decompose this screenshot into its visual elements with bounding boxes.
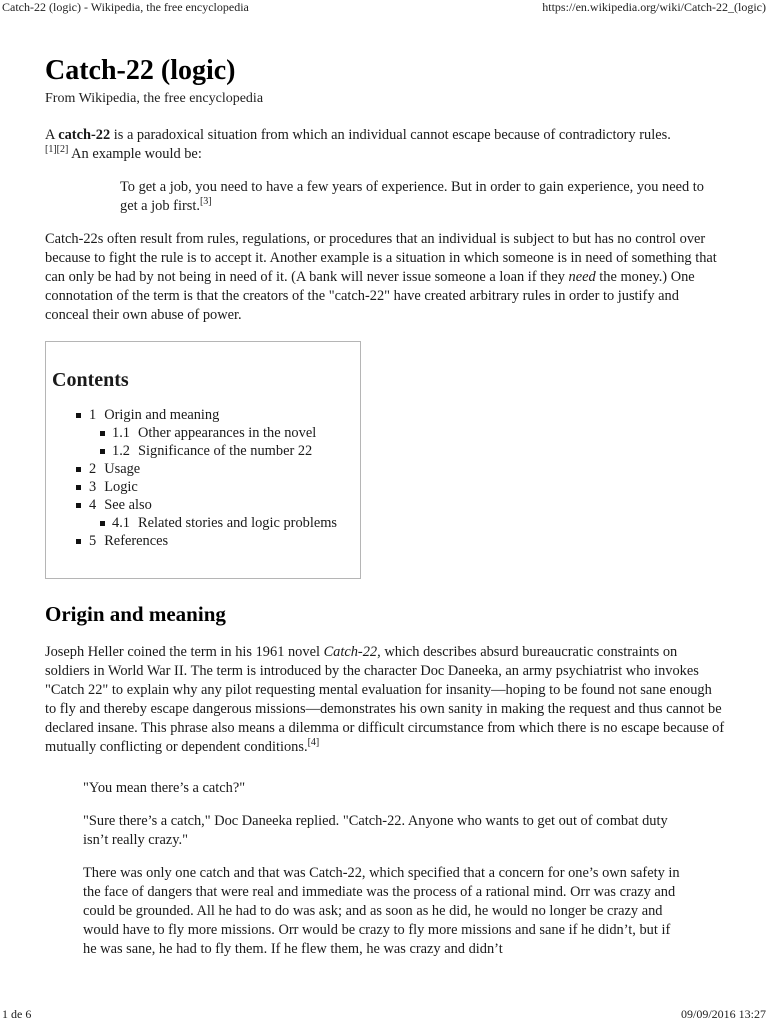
page-title: Catch-22 (logic): [45, 55, 236, 86]
toc-number: 1.2: [112, 443, 130, 459]
toc-item-see-also[interactable]: [52, 496, 360, 514]
toc-item-other-appearances[interactable]: [52, 424, 360, 442]
bullet-icon: [100, 431, 105, 436]
bullet-icon: [76, 503, 81, 508]
quote-line: "Sure there’s a catch," Doc Daneeka replied. "Catch-22. Anyone who wants to get out of combat duty isn’t really crazy.": [83, 813, 668, 848]
quote-line: "You mean there’s a catch?": [83, 780, 246, 796]
lead-tail: An example would be:: [68, 146, 202, 162]
bullet-icon: [76, 485, 81, 490]
citation-link[interactable]: [3]: [199, 196, 212, 208]
citation-link[interactable]: [4]: [307, 737, 320, 749]
section-heading-origin: Origin and meaning: [45, 602, 226, 626]
toc-number: 4: [89, 497, 97, 513]
toc-label: Usage: [104, 461, 141, 477]
print-footer: [0, 1007, 768, 1024]
article: [45, 54, 725, 973]
toc-number: 5: [89, 533, 97, 549]
toc-item-origin[interactable]: [52, 406, 360, 424]
toc-label: Significance of the number 22: [138, 443, 313, 459]
toc-label: References: [104, 533, 169, 549]
toc-label: Logic: [104, 479, 138, 495]
lead-rest: is a paradoxical situation from which an individual cannot escape because of contradictory rules.: [110, 127, 671, 143]
novel-quote: [83, 779, 683, 959]
toc-item-significance[interactable]: [52, 442, 360, 460]
bullet-icon: [100, 449, 105, 454]
toc-title: Contents: [52, 369, 129, 391]
bullet-icon: [76, 539, 81, 544]
toc-number: 2: [89, 461, 97, 477]
bullet-icon: [76, 467, 81, 472]
para2-part2: the money.) One connotation of the term is that the creators of the "catch-22" have created arbitrary rules in order to justify and conceal their own abuse of power.: [45, 269, 695, 323]
page-count: 1 de 6: [2, 1007, 32, 1021]
toc-label: See also: [104, 497, 152, 513]
lead-a: A: [45, 127, 59, 143]
lead-paragraph: [45, 126, 725, 164]
print-url: https://en.wikipedia.org/wiki/Catch-22_(logic): [542, 0, 766, 14]
example-quote-text: To get a job, you need to have a few years of experience. But in order to gain experience, you need to get a job first.: [120, 179, 704, 214]
toc-list: [52, 406, 360, 550]
example-quote: [120, 178, 725, 216]
citation-link[interactable]: [1][2]: [45, 144, 69, 156]
toc-label: Related stories and logic problems: [138, 515, 338, 531]
print-header: [0, 0, 768, 18]
tagline: From Wikipedia, the free encyclopedia: [45, 91, 264, 106]
toc-number: 1.1: [112, 425, 130, 441]
bullet-icon: [76, 413, 81, 418]
toc-number: 3: [89, 479, 97, 495]
toc-item-logic[interactable]: [52, 478, 360, 496]
novel-title-link[interactable]: Catch-22: [323, 644, 378, 660]
toc-item-related-stories[interactable]: [52, 514, 360, 532]
toc-number: 1: [89, 407, 97, 423]
table-of-contents: [45, 341, 361, 579]
body-paragraph: [45, 230, 725, 325]
quote-line: There was only one catch and that was Catch-22, which specified that a concern for one’s own safety in the face of dangers that were real and immediate was the process of a rational mind. Orr was crazy and could be grounded. All he had to do was ask; and as soon as he did, he would no longer be crazy and would have to fly more missions. Orr would be crazy to fly more missions and sane if he didn’t, but if he was sane, he had to fly them. If he flew them, he was crazy and didn’t: [83, 865, 680, 957]
para2-emphasis: need: [568, 269, 596, 285]
lead-term: catch-22: [58, 127, 111, 143]
toc-item-usage[interactable]: [52, 460, 360, 478]
toc-item-references[interactable]: [52, 532, 360, 550]
origin-part2: , which describes absurd bureaucratic constraints on soldiers in World War II. The term is introduced by the character Doc Daneeka, an army psychiatrist who invokes "Catch 22" to explain why any pilot requesting mental evaluation for insanity—hoping to be found not sane enough to fly and thereby escape dangerous missions—demonstrates his own sanity in making the request and thus cannot be declared insane. This phrase also means a dilemma or difficult circumstance from which there is no escape because of mutually conflicting or dependent conditions.: [45, 644, 725, 755]
origin-paragraph: [45, 643, 725, 757]
print-page-title: Catch-22 (logic) - Wikipedia, the free encyclopedia: [2, 0, 249, 14]
toc-label: Origin and meaning: [104, 407, 220, 423]
para2-part1: Catch-22s often result from rules, regulations, or procedures that an individual is subject to but has no control over because to fight the rule is to accept it. Another example is a situation in which someone is in need of something that can only be had by not being in need of it. (A bank will never issue someone a loan if they: [45, 231, 717, 285]
toc-number: 4.1: [112, 515, 130, 531]
bullet-icon: [100, 521, 105, 526]
print-datetime: 09/09/2016 13:27: [680, 1007, 766, 1021]
origin-part1: Joseph Heller coined the term in his 1961 novel: [45, 644, 324, 660]
toc-label: Other appearances in the novel: [138, 425, 317, 441]
